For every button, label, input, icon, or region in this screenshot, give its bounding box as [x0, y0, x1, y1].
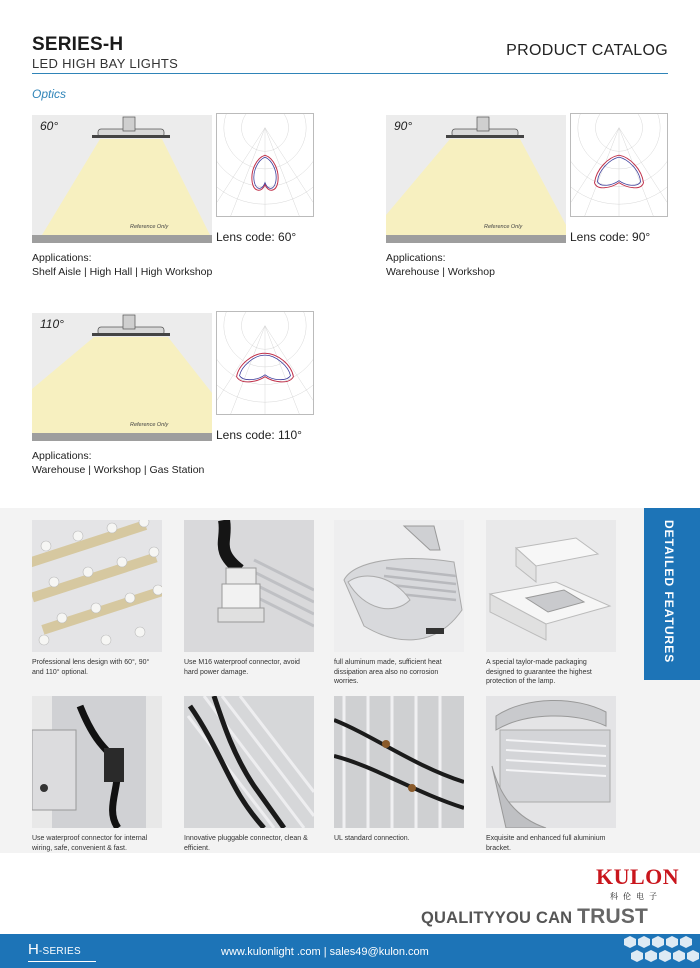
light-beam-graphic	[386, 115, 566, 235]
feature-caption: Use M16 waterproof connector, avoid hard power damage.	[184, 659, 300, 676]
feature-caption: Innovative pluggable connector, clean & efficient.	[184, 835, 308, 852]
beam-illustration	[32, 313, 212, 441]
section-title-optics: Optics	[32, 87, 67, 101]
packaging-photo	[486, 520, 616, 652]
light-beam-graphic	[32, 115, 212, 235]
polar-diagram	[216, 113, 314, 217]
polar-diagram	[570, 113, 668, 217]
logo-wordmark: KULON	[596, 864, 680, 889]
floor-bar	[386, 235, 566, 243]
series-subtitle: LED HIGH BAY LIGHTS	[32, 56, 179, 71]
beam-illustration	[32, 115, 212, 243]
light-beam	[32, 337, 212, 433]
ul-connection-photo	[334, 696, 464, 828]
led-lens-photo	[32, 520, 162, 652]
feature-caption: Use waterproof connector for internal wiring, safe, convenient & fast.	[32, 835, 148, 852]
footer-series-letter: H	[28, 941, 39, 958]
page-footer	[0, 934, 700, 968]
light-beam-graphic	[32, 313, 212, 433]
waterproof-connector-photo	[184, 520, 314, 652]
detailed-features-tab	[644, 508, 700, 680]
header-divider	[32, 73, 668, 74]
optic-block	[32, 313, 322, 488]
reference-note: Reference Only	[484, 224, 523, 230]
lamp-bracket	[123, 315, 135, 329]
logo-chinese: 科伦电子	[610, 892, 662, 901]
reference-note: Reference Only	[130, 422, 169, 428]
footer-series-underline	[28, 961, 96, 962]
floor-bar	[32, 235, 212, 243]
lamp-rim	[92, 333, 170, 336]
footer-series	[28, 941, 81, 958]
optic-block	[386, 115, 676, 290]
beam-angle: 60°	[40, 119, 59, 133]
optic-block	[32, 115, 322, 290]
footer-series-suffix: -SERIES	[38, 946, 81, 957]
aluminum-housing-photo	[334, 520, 464, 652]
lens-code: Lens code: 90°	[570, 230, 651, 244]
aluminium-bracket-photo	[486, 696, 616, 828]
polar-diagram	[216, 311, 314, 415]
applications-label: Applications:	[32, 450, 92, 462]
pluggable-connector-photo	[184, 696, 314, 828]
footer-contact: www.kulonlight .com | sales49@kulon.com	[221, 946, 429, 958]
beam-illustration	[386, 115, 566, 243]
slogan-part-a: QUALITYYOU CAN	[421, 909, 578, 927]
feature-caption: UL standard connection.	[334, 835, 410, 842]
series-title: SERIES-H	[32, 34, 124, 55]
light-beam	[386, 139, 566, 235]
applications-list: Warehouse | Workshop | Gas Station	[32, 464, 205, 476]
beam-angle: 90°	[394, 119, 413, 133]
feature-caption: full aluminum made, sufficient heat dissipation area also no corrosion worries.	[334, 659, 442, 685]
slogan-part-b: TRUST	[577, 905, 649, 928]
hexagon-pattern-icon	[620, 934, 700, 968]
applications-label: Applications:	[386, 252, 446, 264]
kulon-logo	[596, 864, 696, 904]
lamp-rim	[446, 135, 524, 138]
lens-code: Lens code: 60°	[216, 230, 297, 244]
detailed-features-section	[0, 508, 700, 853]
applications-list: Shelf Aisle | High Hall | High Workshop	[32, 266, 213, 278]
internal-wiring-photo	[32, 696, 162, 828]
applications-list: Warehouse | Workshop	[386, 266, 495, 278]
lens-code: Lens code: 110°	[216, 428, 302, 442]
brand-slogan	[421, 905, 648, 929]
lamp-rim	[92, 135, 170, 138]
catalog-title: PRODUCT CATALOG	[506, 42, 668, 59]
lamp-bracket	[477, 117, 489, 131]
page-header	[0, 0, 700, 101]
floor-bar	[32, 433, 212, 441]
light-beam	[42, 139, 210, 235]
feature-caption: Exquisite and enhanced full aluminium bracket.	[486, 835, 606, 852]
feature-caption: A special taylor-made packaging designed to guarantee the highest protection of the lamp.	[486, 659, 592, 685]
applications-label: Applications:	[32, 252, 92, 264]
feature-caption: Professional lens design with 60°, 90° and 110° optional.	[32, 659, 150, 676]
beam-angle: 110°	[40, 317, 64, 331]
reference-note: Reference Only	[130, 224, 169, 230]
detailed-features-label: DETAILED FEATURES	[662, 520, 676, 664]
lamp-bracket	[123, 117, 135, 131]
